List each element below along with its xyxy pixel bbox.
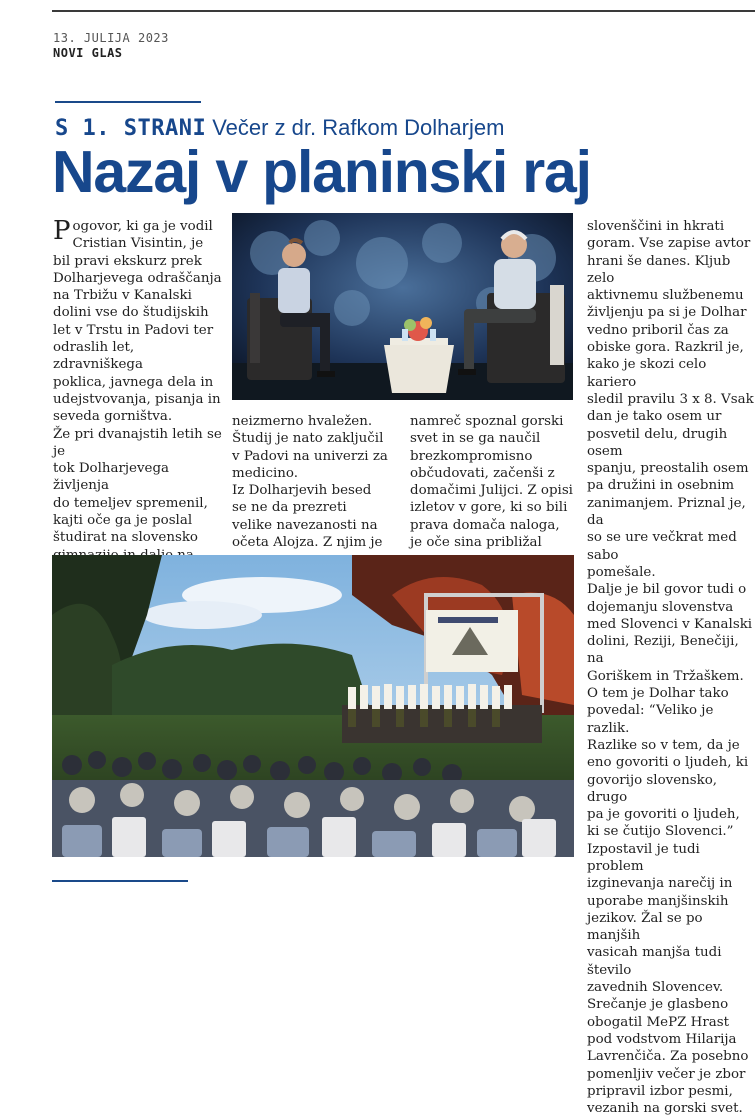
text-line: domačimi Julijci. Z opisi [410, 483, 573, 499]
text-line: med Slovenci v Kanalski [587, 616, 753, 632]
bottom-rule [52, 880, 188, 882]
text-line: udejstvovanja, pisanja in [53, 391, 221, 407]
text-line: govorijo slovensko, drugo [587, 772, 718, 805]
text-line: prava domača naloga, [410, 517, 560, 533]
text-line: so se ure večkrat med sabo [587, 530, 737, 563]
text-line: Iz Dolharjevih besed [232, 483, 372, 499]
text-line: na Trbižu v Kanalski [53, 288, 192, 304]
text-line: obogatil MePZ Hrast [587, 1014, 729, 1030]
text-line: Srečanje je glasbeno [587, 997, 729, 1013]
text-line: življenju pa si je Dolhar [587, 305, 747, 321]
text-line: Izpostavil je tudi problem [587, 841, 700, 874]
text-line: pripravil izbor pesmi, [587, 1083, 733, 1099]
text-line: očeta Alojza. Z njim je [232, 535, 383, 551]
text-line: izletov v gore, ki so bili [410, 500, 568, 516]
photo-open-air-concert [52, 555, 574, 857]
issue-date: 13. JULIJA 2023 [53, 31, 169, 45]
text-line: eno govoriti o ljudeh, ki [587, 755, 749, 771]
text-line: zavednih Slovencev. [587, 980, 724, 996]
text-line: v Padovi na univerzi za [232, 448, 388, 464]
text-line: hrani še danes. Kljub zelo [587, 253, 731, 286]
text-line: namreč spoznal gorski [410, 414, 564, 429]
article-column-4 [587, 218, 755, 1117]
text-line: neizmerno hvaležen. [232, 414, 373, 429]
article-column-3 [410, 413, 580, 551]
text-line: študirat na slovensko [53, 530, 198, 546]
text-line: bil pravi ekskurz prek [53, 253, 202, 269]
text-line: vezanih na gorski svet. [587, 1101, 743, 1117]
text-line: O tem je Dolhar tako [587, 686, 729, 702]
text-line: zanimanjem. Priznal je, da [587, 495, 746, 529]
kicker-rule [55, 101, 201, 103]
text-line: poklica, javnega dela in [53, 374, 214, 390]
text-line: obiske gora. Razkril je, [587, 340, 744, 356]
text-line: dolini, Reziji, Benečiji, na [587, 634, 739, 667]
text-line: tok Dolharjevega življenja [53, 461, 170, 494]
text-line: Dalje je bil govor tudi o [587, 582, 747, 598]
publication-name: NOVI GLAS [53, 46, 123, 60]
text-line: izginevanja narečij in [587, 876, 733, 892]
text-line: posvetil delu, drugih osem [587, 426, 728, 459]
top-rule [52, 10, 755, 12]
text-line: ki se čutijo Slovenci.” [587, 824, 734, 840]
text-line: je oče sina približal [410, 535, 542, 551]
text-line: sledil pravilu 3 x 8. Vsak [587, 391, 754, 407]
text-line: pa družini in osebnim [587, 478, 735, 494]
text-line: dolini vse do študijskih [53, 305, 209, 321]
text-line: aktivnemu službenemu [587, 288, 744, 304]
text-line: do temeljev spremenil, [53, 495, 208, 511]
text-line: Razlike so v tem, da je [587, 737, 740, 753]
text-line: občudovati, začenši z [410, 465, 555, 481]
text-line: Lavrenčiča. Za posebno [587, 1049, 749, 1065]
kicker-section: S 1. STRANI [55, 116, 207, 141]
text-line: se ne da prezreti [232, 500, 347, 516]
text-line: pod vodstvom Hilarija [587, 1031, 737, 1047]
text-line: ogovor, ki ga je vodil [72, 219, 213, 234]
text-line: kajti oče ga je poslal [53, 513, 193, 529]
text-line: slovenščini in hkrati [587, 219, 725, 234]
text-line: vasicah manjša tudi število [587, 945, 722, 978]
article-column-2 [232, 413, 402, 551]
text-line: Cristian Visintin, je [72, 236, 204, 252]
kicker [55, 115, 504, 141]
photo-interview-stage [232, 213, 573, 400]
text-line: let v Trstu in Padovi ter [53, 322, 214, 338]
text-line: goram. Vse zapise avtor [587, 236, 751, 252]
text-line: pomešale. [587, 564, 656, 580]
text-line: uporabe manjšinskih [587, 893, 729, 909]
text-line: Dolharjevega odraščanja [53, 270, 222, 286]
text-line: seveda gorništva. [53, 409, 173, 425]
text-line: medicino. [232, 465, 298, 481]
text-line: dojemanju slovenstva [587, 599, 734, 615]
text-line: Študij je nato zaključil [232, 431, 384, 447]
text-line: vedno priboril čas za [587, 322, 729, 338]
text-line: jezikov. Žal se po manjših [587, 910, 703, 944]
text-line: Goriškem in Tržaškem. [587, 668, 744, 684]
headline: Nazaj v planinski raj [52, 139, 591, 205]
text-line: Že pri dvanajstih letih se je [53, 426, 222, 459]
text-line: spanju, preostalih osem [587, 461, 749, 477]
text-line: velike navezanosti na [232, 517, 378, 533]
kicker-topic: Večer z dr. Rafkom Dolharjem [212, 115, 505, 140]
text-line: odraslih let, zdravniškega [53, 340, 143, 373]
text-line: svet in se ga naučil [410, 431, 541, 447]
text-line: dan je tako osem ur [587, 409, 722, 425]
text-line: povedal: “Veliko je razlik. [587, 703, 714, 736]
text-line: brezkompromisno [410, 448, 533, 464]
text-line: kako je skozi celo kariero [587, 357, 707, 390]
text-line: pa je govoriti o ljudeh, [587, 807, 740, 823]
text-line: pomenljiv večer je zbor [587, 1066, 746, 1082]
drop-cap: P [53, 216, 71, 246]
